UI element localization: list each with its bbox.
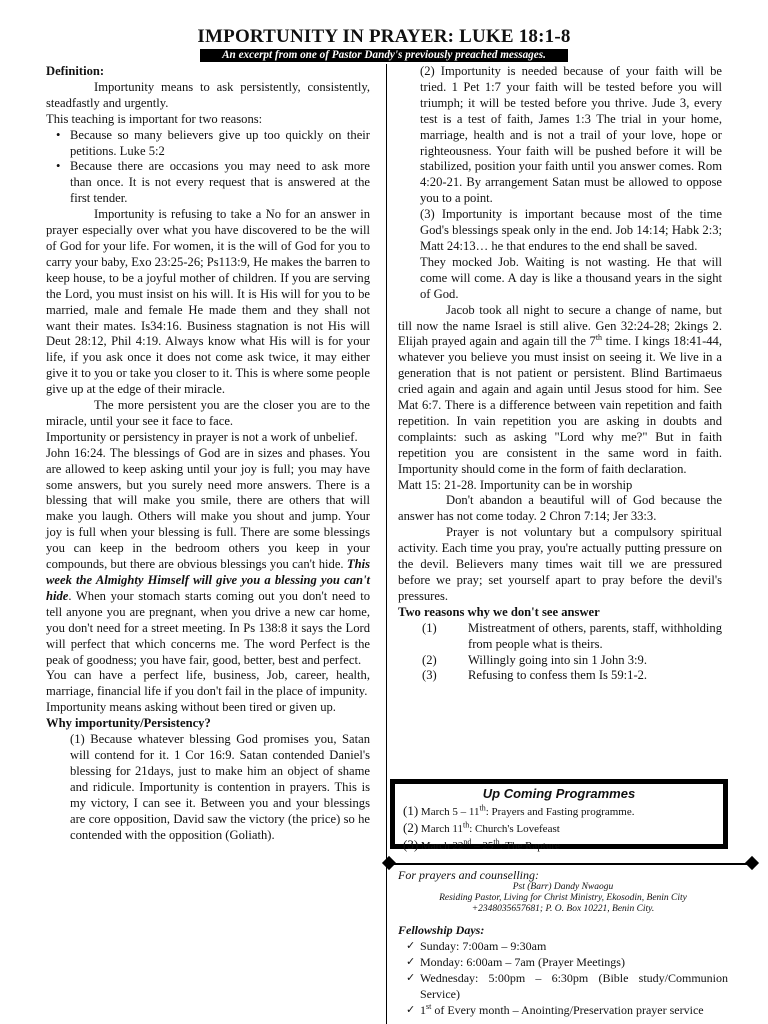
superscript: th [479,803,486,813]
paragraph [46,446,370,669]
superscript: st [426,1002,432,1011]
paragraph: Matt 15: 21-28. Importunity can be in worship [398,477,633,492]
paragraph: The more persistent you are the closer you are to the miracle, until your see it face to face. [46,398,370,428]
superscript: th [493,837,500,847]
left-column [46,64,370,843]
list-item [398,653,722,669]
programme-desc: : Prayers and Fasting programme. [485,806,635,818]
pastor-name: Pst (Barr) Dandy Nwaogu [512,882,614,892]
item-text: Refusing to confess them Is 59:1-2. [468,668,648,683]
programme-date: March 5 – 11 [420,806,480,818]
reason-item: (2) Importunity is needed because of your faith will be tried. 1 Pet 1:7 your faith will be tested before you will triumph; it will be tested before you thrive. Jude 3, every test is a test of faith, James 1:3 The trial in your home, marriage, health and is not a trail of your love, hope or righteousness. Your faith will be pushed before it will be stabilized, position your faith until you answer comes. Rom 4:20-21. By arrangement Satan must be allowed to oppose you to a point. [420,64,722,206]
paragraph: Importunity means asking without been tired or given up. [46,700,336,715]
counselling-block [398,869,728,915]
programme-item [403,803,715,820]
superscript: th [595,333,603,343]
programme-item [403,820,715,837]
item-text: Willingly going into sin 1 John 3:9. [468,652,647,667]
paragraph: Importunity or persistency in prayer is not a work of unbelief. [46,429,358,444]
reason-item: (1) Because whatever blessing God promises you, Satan will contend for it. 1 Cor 16:9. Satan contended Daniel's blessing for 21days, just to make him an object of shame and ridicule. Importunity is contention in prayers. This is my victory, I can see it. Between you and your blessings are core opposition, David saw the victory (the price) so he contended with the opposition (Goliath). [70,732,370,842]
paragraph: Importunity is refusing to take a No for an answer in prayer especially over what you have discovered to be the will of God for your life. For women, it is the will of God for you to carry your baby, Exo 23:25-26; Ps113:9, He makes the barren to keep house, to be a joyful mother of children. If you are serving the Lord, you must insist on his will. It is His will for you to be married, male and female He made them and they shall not want their mates. Is34:16. Business stagnation is not His will Deut 28:12, Phil 4:19. Always know what His will is for your life, if you ask once it does not come ask twice, it may either give it to you or take you closer to it. This is where some people give up at the edge of their miracle. [46,207,370,397]
emphasis-text: This week the Almighty Himself will give you a blessing you can't hide [46,557,370,603]
day-text: of Every month – Anointing/Preservation prayer service [431,1003,704,1017]
reason-item: (3) Importunity is important because most of the time God's blessings speak only in the end. Job 14:14; Habk 2:3; Matt 24:13… he that endures to the end shall be saved. [420,207,722,253]
fellowship-day [398,1002,728,1018]
upcoming-list [403,803,715,854]
programme-desc: : The Rapture [499,840,560,852]
upcoming-programmes-box [390,779,728,852]
list-item [398,668,722,684]
right-column [398,64,722,684]
superscript: nd [463,837,472,847]
two-reasons-heading: Two reasons why we don't see answer [398,604,600,619]
programme-item [403,837,715,854]
programme-desc: : Church's Lovefeast [469,823,560,835]
fellowship-day: ✓ Sunday: 7:00am – 9:30am [398,938,728,954]
contact-info: +2348035657681; P. O. Box 10221, Benin City. [471,904,655,914]
paragraph: This teaching is important for two reasons: [46,111,263,126]
page-title: IMPORTUNITY IN PRAYER: LUKE 18:1-8 [197,26,571,47]
superscript: th [462,820,470,830]
column-divider [386,64,387,1024]
day-text: 1 [420,1003,426,1017]
paragraph-text: John 16:24. The blessings of God are in sizes and phases. You are allowed to keep asking until your joy is full; you may have some answers, but you surely need more answers. There is a blessing that will make you smile, there are others that will make you laugh. Others will make you shout and jump. Your joy is full when your blessing is full. There are some blessings you can keep in the bedroom others you keep in your compounds, but there are obvious blessings you can't hide. [46,445,370,572]
diamond-ornament-icon [382,856,396,870]
diamond-ornament-icon [745,856,759,870]
paragraph: They mocked Job. Waiting is not wasting. He that will come will come. A day is like a thousand years in the sight of God. [420,254,722,301]
bullet-item: • Because there are occasions you may need to ask more than once. It is not every request that is answered at the first tender. [46,159,370,207]
paragraph-text: . When your stomach starts coming out you don't need to tell anyone you are pregnant, when you drive a new car home, you don't need for a street meeting. In Ps 138:8 it says the Lord will perfect that which concerns me. The word Perfect is the peak of goodness; you have fair, good, better, best and perfect. [46,588,370,667]
item-number: (1) [422,620,437,635]
reasons-list [398,621,722,685]
fellowship-day: ✓ Wednesday: 5:00pm – 6:30pm (Bible study/Communion Service) [398,970,728,1002]
counselling-label: For prayers and counselling: [398,868,539,882]
fellowship-day: ✓ Monday: 6:00am – 7am (Prayer Meetings) [398,954,728,970]
fellowship-block [398,922,728,1018]
paragraph-text: Jacob took all night to secure a change of name, but till now the name Israel is still alive. Gen 32:24-28; 2kings 2. Elijah prayed again and again till the 7 [398,302,722,349]
paragraph: Don't abandon a beautiful will of God because the answer has not come today. 2 Chron 7:14; Jer 33:3. [398,493,722,524]
fellowship-heading: Fellowship Days: [398,923,485,937]
paragraph: You can have a perfect life, business, Job, career, health, marriage, financial life if you don't fail in the place of impunity. [46,668,370,699]
paragraph: Importunity means to ask persistently, consistently, steadfastly and urgently. [46,79,370,110]
item-text: Mistreatment of others, parents, staff, withholding from people what is theirs. [468,620,722,651]
programme-date: March 22 [420,840,464,852]
item-number: (1) [403,803,419,818]
item-number: (2) [403,820,419,835]
item-number: (3) [403,837,419,852]
bullet-item: • Because so many believers give up too quickly on their petitions. Luke 5:2 [46,128,370,160]
list-item [398,621,722,653]
why-heading: Why importunity/Persistency? [46,716,211,731]
programme-date: – 25 [471,840,494,852]
item-number: (2) [422,652,437,667]
section-divider [390,863,756,865]
paragraph-text: time. I kings 18:41-44, whatever you believe you must insist on seeing it. We live in a generation that is not patient or persistent. Blind Bartimaeus cried again and again and again until Jesus stood for him. See Mat 6:7. There is a difference between vain repetition and faith repetition. In vain repetition you are asking in doubts and complaints: such as asking "Lord why me?" But in faith repetition you are consistent in the same word in faith. Importunity should come in the form of faith declaration. [398,334,723,476]
programme-date: March 11 [420,823,463,835]
subtitle-bar: An excerpt from one of Pastor Dandy's previously preached messages. [200,49,568,62]
pastor-role: Residing Pastor, Living for Christ Ministry, Ekosodin, Benin City [439,893,687,903]
paragraph [398,303,722,478]
item-number: (3) [422,668,437,683]
definition-heading: Definition: [46,64,105,78]
upcoming-title: Up Coming Programmes [482,786,636,801]
paragraph: Prayer is not voluntary but a compulsory spiritual activity. Each time you pray, you're actually putting pressure on the devil. Believers many times wait till we are pressured before we pray; set yourself apart to pray before the devil's pressures. [398,525,722,603]
